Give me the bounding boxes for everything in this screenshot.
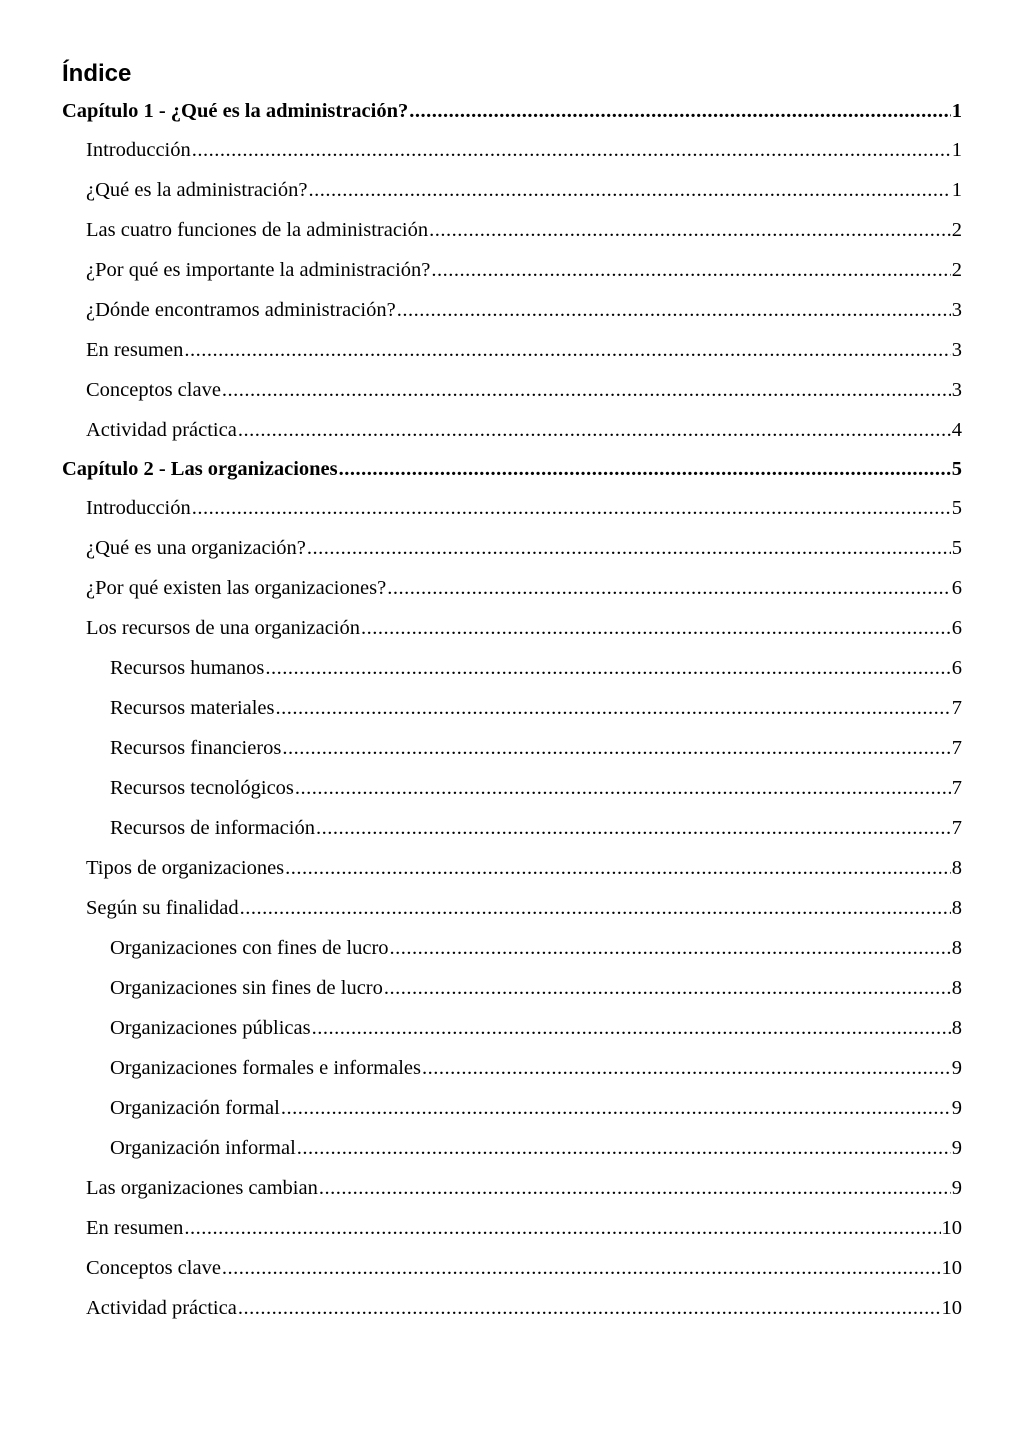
toc-dot-leader xyxy=(282,728,950,768)
toc-entry-title: Las organizaciones cambian xyxy=(86,1177,318,1199)
toc-entry[interactable] xyxy=(62,170,962,210)
toc-dot-leader xyxy=(276,688,951,728)
toc-entry[interactable] xyxy=(62,1208,962,1248)
toc-dot-leader xyxy=(295,768,951,808)
toc-entry-title: Conceptos clave xyxy=(86,379,221,401)
toc-page-number: 5 xyxy=(951,497,962,519)
toc-entry-title: ¿Por qué es importante la administración? xyxy=(86,259,431,281)
toc-entry[interactable] xyxy=(62,488,962,528)
toc-dot-leader xyxy=(222,1248,941,1288)
toc-entry-title: Capítulo 2 - Las organizaciones xyxy=(62,458,338,480)
toc-entry[interactable] xyxy=(62,608,962,648)
toc-dot-leader xyxy=(384,968,951,1008)
toc-entry[interactable] xyxy=(62,648,962,688)
toc-entry[interactable] xyxy=(62,1288,962,1328)
toc-entry[interactable] xyxy=(62,1048,962,1088)
toc-entry-title: ¿Dónde encontramos administración? xyxy=(86,299,396,321)
toc-page-number: 2 xyxy=(951,219,962,241)
toc-heading: Índice xyxy=(62,60,132,87)
toc-dot-leader xyxy=(184,1208,940,1248)
document-page xyxy=(62,58,962,1328)
toc-page-number: 9 xyxy=(951,1177,962,1199)
toc-entry-title: Actividad práctica xyxy=(86,1297,237,1319)
toc-page-number: 5 xyxy=(951,537,962,559)
toc-page-number: 8 xyxy=(951,897,962,919)
toc-dot-leader xyxy=(184,330,950,370)
toc-entry[interactable] xyxy=(62,528,962,568)
toc-dot-leader xyxy=(308,170,950,210)
toc-entry[interactable] xyxy=(62,130,962,170)
toc-entry[interactable] xyxy=(62,210,962,250)
toc-entry[interactable] xyxy=(62,290,962,330)
toc-dot-leader xyxy=(238,1288,941,1328)
toc-dot-leader xyxy=(312,1008,951,1048)
toc-entry-title: Organizaciones públicas xyxy=(110,1017,311,1039)
toc-dot-leader xyxy=(285,848,951,888)
toc-page-number: 9 xyxy=(951,1057,962,1079)
toc-page-number: 10 xyxy=(941,1297,962,1319)
toc-entry[interactable] xyxy=(62,1008,962,1048)
toc-entry-title: Introducción xyxy=(86,139,191,161)
toc-page-number: 6 xyxy=(951,577,962,599)
toc-page-number: 10 xyxy=(941,1257,962,1279)
toc-entry-title: Capítulo 1 - ¿Qué es la administración? xyxy=(62,100,409,122)
toc-entry-title: Tipos de organizaciones xyxy=(86,857,285,879)
toc-entry-title: Recursos materiales xyxy=(110,697,275,719)
toc-dot-leader xyxy=(339,450,951,488)
toc-dot-leader xyxy=(397,290,951,330)
toc-dot-leader xyxy=(431,250,950,290)
toc-entry-title: Conceptos clave xyxy=(86,1257,221,1279)
toc-entry[interactable] xyxy=(62,568,962,608)
toc-page-number: 3 xyxy=(951,379,962,401)
toc-dot-leader xyxy=(361,608,951,648)
toc-dot-leader xyxy=(281,1088,951,1128)
toc-page-number: 8 xyxy=(951,937,962,959)
toc-page-number: 1 xyxy=(951,100,962,122)
toc-entry-title: Los recursos de una organización xyxy=(86,617,360,639)
toc-dot-leader xyxy=(387,568,951,608)
toc-page-number: 2 xyxy=(951,259,962,281)
toc-entry[interactable] xyxy=(62,370,962,410)
toc-chapter-entry[interactable] xyxy=(62,92,962,130)
toc-dot-leader xyxy=(319,1168,951,1208)
toc-page-number: 7 xyxy=(951,817,962,839)
toc-entry-title: Recursos de información xyxy=(110,817,315,839)
toc-entry[interactable] xyxy=(62,928,962,968)
toc-dot-leader xyxy=(316,808,951,848)
toc-dot-leader xyxy=(307,528,951,568)
toc-page-number: 8 xyxy=(951,857,962,879)
toc-page-number: 5 xyxy=(951,458,962,480)
toc-page-number: 3 xyxy=(951,299,962,321)
toc-entry-title: Organización formal xyxy=(110,1097,280,1119)
toc-entry-title: Según su finalidad xyxy=(86,897,239,919)
toc-entry-title: Organizaciones con fines de lucro xyxy=(110,937,389,959)
toc-entry[interactable] xyxy=(62,330,962,370)
toc-page-number: 3 xyxy=(951,339,962,361)
toc-entry-title: Las cuatro funciones de la administración xyxy=(86,219,429,241)
toc-entry-title: Organizaciones sin fines de lucro xyxy=(110,977,383,999)
toc-entry[interactable] xyxy=(62,768,962,808)
toc-entry-title: En resumen xyxy=(86,339,184,361)
toc-entry[interactable] xyxy=(62,968,962,1008)
toc-page-number: 1 xyxy=(951,179,962,201)
toc-entry-title: ¿Qué es la administración? xyxy=(86,179,308,201)
toc-page-number: 6 xyxy=(951,617,962,639)
toc-entry-title: Actividad práctica xyxy=(86,419,237,441)
table-of-contents xyxy=(62,92,962,1328)
toc-dot-leader xyxy=(265,648,950,688)
toc-page-number: 9 xyxy=(951,1097,962,1119)
toc-dot-leader xyxy=(422,1048,951,1088)
toc-page-number: 8 xyxy=(951,1017,962,1039)
toc-entry-title: En resumen xyxy=(86,1217,184,1239)
toc-entry-title: Recursos tecnológicos xyxy=(110,777,294,799)
toc-entry[interactable] xyxy=(62,1088,962,1128)
toc-entry-title: Organizaciones formales e informales xyxy=(110,1057,421,1079)
toc-page-number: 7 xyxy=(951,697,962,719)
toc-entry[interactable] xyxy=(62,808,962,848)
toc-dot-leader xyxy=(409,92,951,130)
toc-entry[interactable] xyxy=(62,250,962,290)
toc-entry[interactable] xyxy=(62,728,962,768)
toc-dot-leader xyxy=(297,1128,951,1168)
toc-entry-title: Organización informal xyxy=(110,1137,296,1159)
toc-entry[interactable] xyxy=(62,688,962,728)
toc-page-number: 10 xyxy=(941,1217,962,1239)
toc-entry[interactable] xyxy=(62,848,962,888)
toc-entry[interactable] xyxy=(62,1128,962,1168)
toc-entry[interactable] xyxy=(62,888,962,928)
toc-page-number: 1 xyxy=(951,139,962,161)
toc-dot-leader xyxy=(192,130,951,170)
toc-dot-leader xyxy=(429,210,951,250)
toc-page-number: 6 xyxy=(951,657,962,679)
toc-dot-leader xyxy=(222,370,951,410)
toc-dot-leader xyxy=(390,928,951,968)
toc-entry[interactable] xyxy=(62,1248,962,1288)
toc-entry-title: ¿Qué es una organización? xyxy=(86,537,306,559)
toc-dot-leader xyxy=(240,888,951,928)
toc-chapter-entry[interactable] xyxy=(62,450,962,488)
toc-page-number: 7 xyxy=(951,737,962,759)
toc-entry-title: ¿Por qué existen las organizaciones? xyxy=(86,577,387,599)
toc-page-number: 4 xyxy=(951,419,962,441)
toc-entry-title: Recursos humanos xyxy=(110,657,265,679)
toc-dot-leader xyxy=(238,410,951,450)
toc-entry-title: Recursos financieros xyxy=(110,737,282,759)
toc-page-number: 7 xyxy=(951,777,962,799)
toc-page-number: 9 xyxy=(951,1137,962,1159)
toc-entry[interactable] xyxy=(62,410,962,450)
toc-entry-title: Introducción xyxy=(86,497,191,519)
toc-dot-leader xyxy=(192,488,951,528)
toc-entry[interactable] xyxy=(62,1168,962,1208)
toc-page-number: 8 xyxy=(951,977,962,999)
